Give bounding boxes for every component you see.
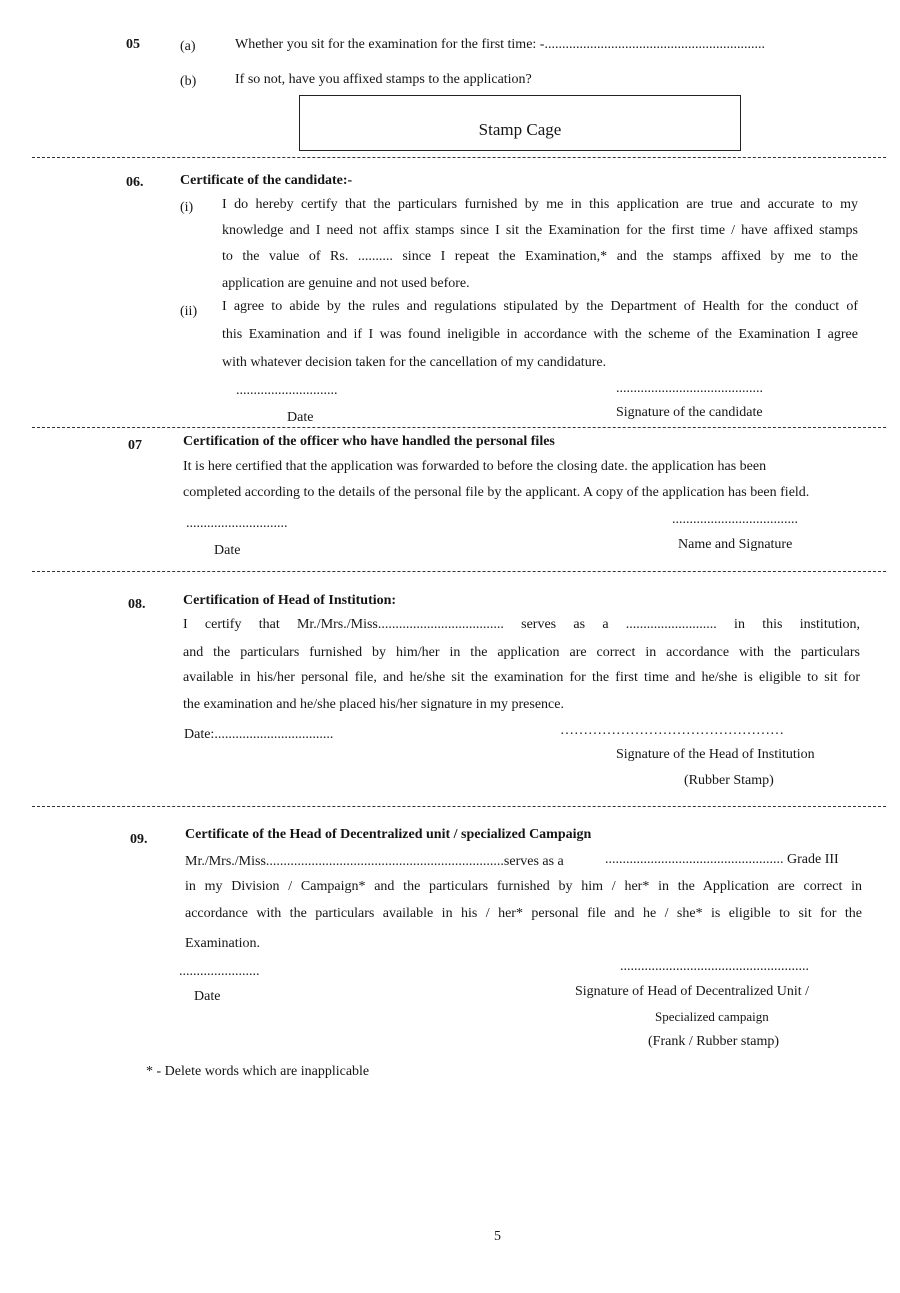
q07-number: 07: [128, 438, 142, 453]
q05-b-label: (b): [180, 74, 197, 89]
q08-date-label: Date:..................................: [184, 727, 334, 742]
q06-i-line: to the value of Rs. .......... since I repeat the Examination,* and the stamps affixed by me to the: [222, 249, 858, 264]
q07-heading: Certification of the officer who have handled the personal files: [183, 434, 555, 449]
q06-i-line: knowledge and I need not affix stamps since I sit the Examination for the first time / have affixed stamps: [222, 223, 858, 238]
q08-line: and the particulars furnished by him/her in the application are correct in accordance with the particulars: [183, 645, 860, 660]
q08-heading: Certification of Head of Institution:: [183, 593, 397, 608]
q09-date-dots: .......................: [179, 964, 260, 979]
q09-line: accordance with the particulars available in his / her* personal file and he / she* is eligible to sit for the: [185, 906, 862, 921]
q05-b-text: If so not, have you affixed stamps to the application?: [235, 72, 532, 87]
stamp-cage-label: Stamp Cage: [478, 120, 562, 139]
q09-heading: Certificate of the Head of Decentralized unit / specialized Campaign: [185, 827, 592, 842]
q06-i-label: (i): [180, 200, 194, 215]
section-divider: [32, 427, 886, 428]
q05-a-label: (a): [180, 39, 196, 54]
q09-stamp-label: (Frank / Rubber stamp): [648, 1034, 780, 1049]
q06-ii-line: this Examination and if I was found ineligible in accordance with the scheme of the Examination I agree: [222, 327, 858, 342]
q06-ii-line: with whatever decision taken for the cancellation of my candidature.: [222, 355, 607, 370]
q08-number: 08.: [128, 597, 146, 612]
q07-line: It is here certified that the application was forwarded to before the closing date. the application has been: [183, 459, 767, 474]
page-number: 5: [494, 1229, 501, 1244]
q08-line: available in his/her personal file, and he/she sit the examination for the first time and he/she is eligible to sit for: [183, 670, 860, 685]
q05-number: 05: [126, 37, 140, 52]
q06-i-line: application are genuine and not used before.: [222, 276, 470, 291]
q07-date-label: Date: [214, 543, 241, 558]
q09-line1-right: ................................................... Grade III: [605, 852, 839, 867]
q09-date-label: Date: [194, 989, 221, 1004]
footnote: * - Delete words which are inapplicable: [146, 1064, 370, 1079]
q06-ii-label: (ii): [180, 304, 198, 319]
q09-signature-label-2: Specialized campaign: [655, 1009, 769, 1024]
q09-number: 09.: [130, 832, 148, 847]
section-divider: [32, 571, 886, 572]
q06-date-label: Date: [287, 410, 314, 425]
q07-signature-dots: ....................................: [672, 512, 798, 527]
q05-a-text: Whether you sit for the examination for the first time: -...............................................................: [235, 37, 765, 52]
q06-heading: Certificate of the candidate:-: [180, 173, 353, 188]
q06-i-line: I do hereby certify that the particulars furnished by me in this application are true and accurate to my: [222, 197, 858, 212]
stamp-cage-box: [299, 95, 741, 151]
section-divider: [32, 157, 886, 158]
q06-ii-line: I agree to abide by the rules and regulations stipulated by the Department of Health for the conduct of: [222, 299, 858, 314]
q08-stamp-label: (Rubber Stamp): [684, 773, 774, 788]
q07-line: completed according to the details of the personal file by the applicant. A copy of the application has been field.: [183, 485, 810, 500]
q09-line1-left: Mr./Mrs./Miss....................................................................serves as a: [185, 854, 564, 869]
q08-line: the examination and he/she placed his/her signature in my presence.: [183, 697, 564, 712]
q08-signature-label: Signature of the Head of Institution: [616, 747, 815, 762]
q06-number: 06.: [126, 175, 144, 190]
q06-signature-dots: ..........................................: [616, 381, 763, 396]
q08-signature-dots: …………………………………………: [560, 723, 784, 738]
q09-line: in my Division / Campaign* and the particulars furnished by him / her* in the Application are correct in: [185, 879, 862, 894]
q09-signature-label: Signature of Head of Decentralized Unit /: [575, 984, 810, 999]
q06-signature-label: Signature of the candidate: [616, 405, 763, 420]
q08-line: I certify that Mr./Mrs./Miss.................................... serves as a .......................... in this institution,: [183, 617, 860, 632]
q09-signature-dots: ......................................................: [620, 959, 809, 974]
q07-signature-label: Name and Signature: [678, 537, 793, 552]
q06-date-dots: .............................: [236, 383, 338, 398]
q07-date-dots: .............................: [186, 516, 288, 531]
section-divider: [32, 806, 886, 807]
q09-line-last: Examination.: [185, 936, 261, 951]
